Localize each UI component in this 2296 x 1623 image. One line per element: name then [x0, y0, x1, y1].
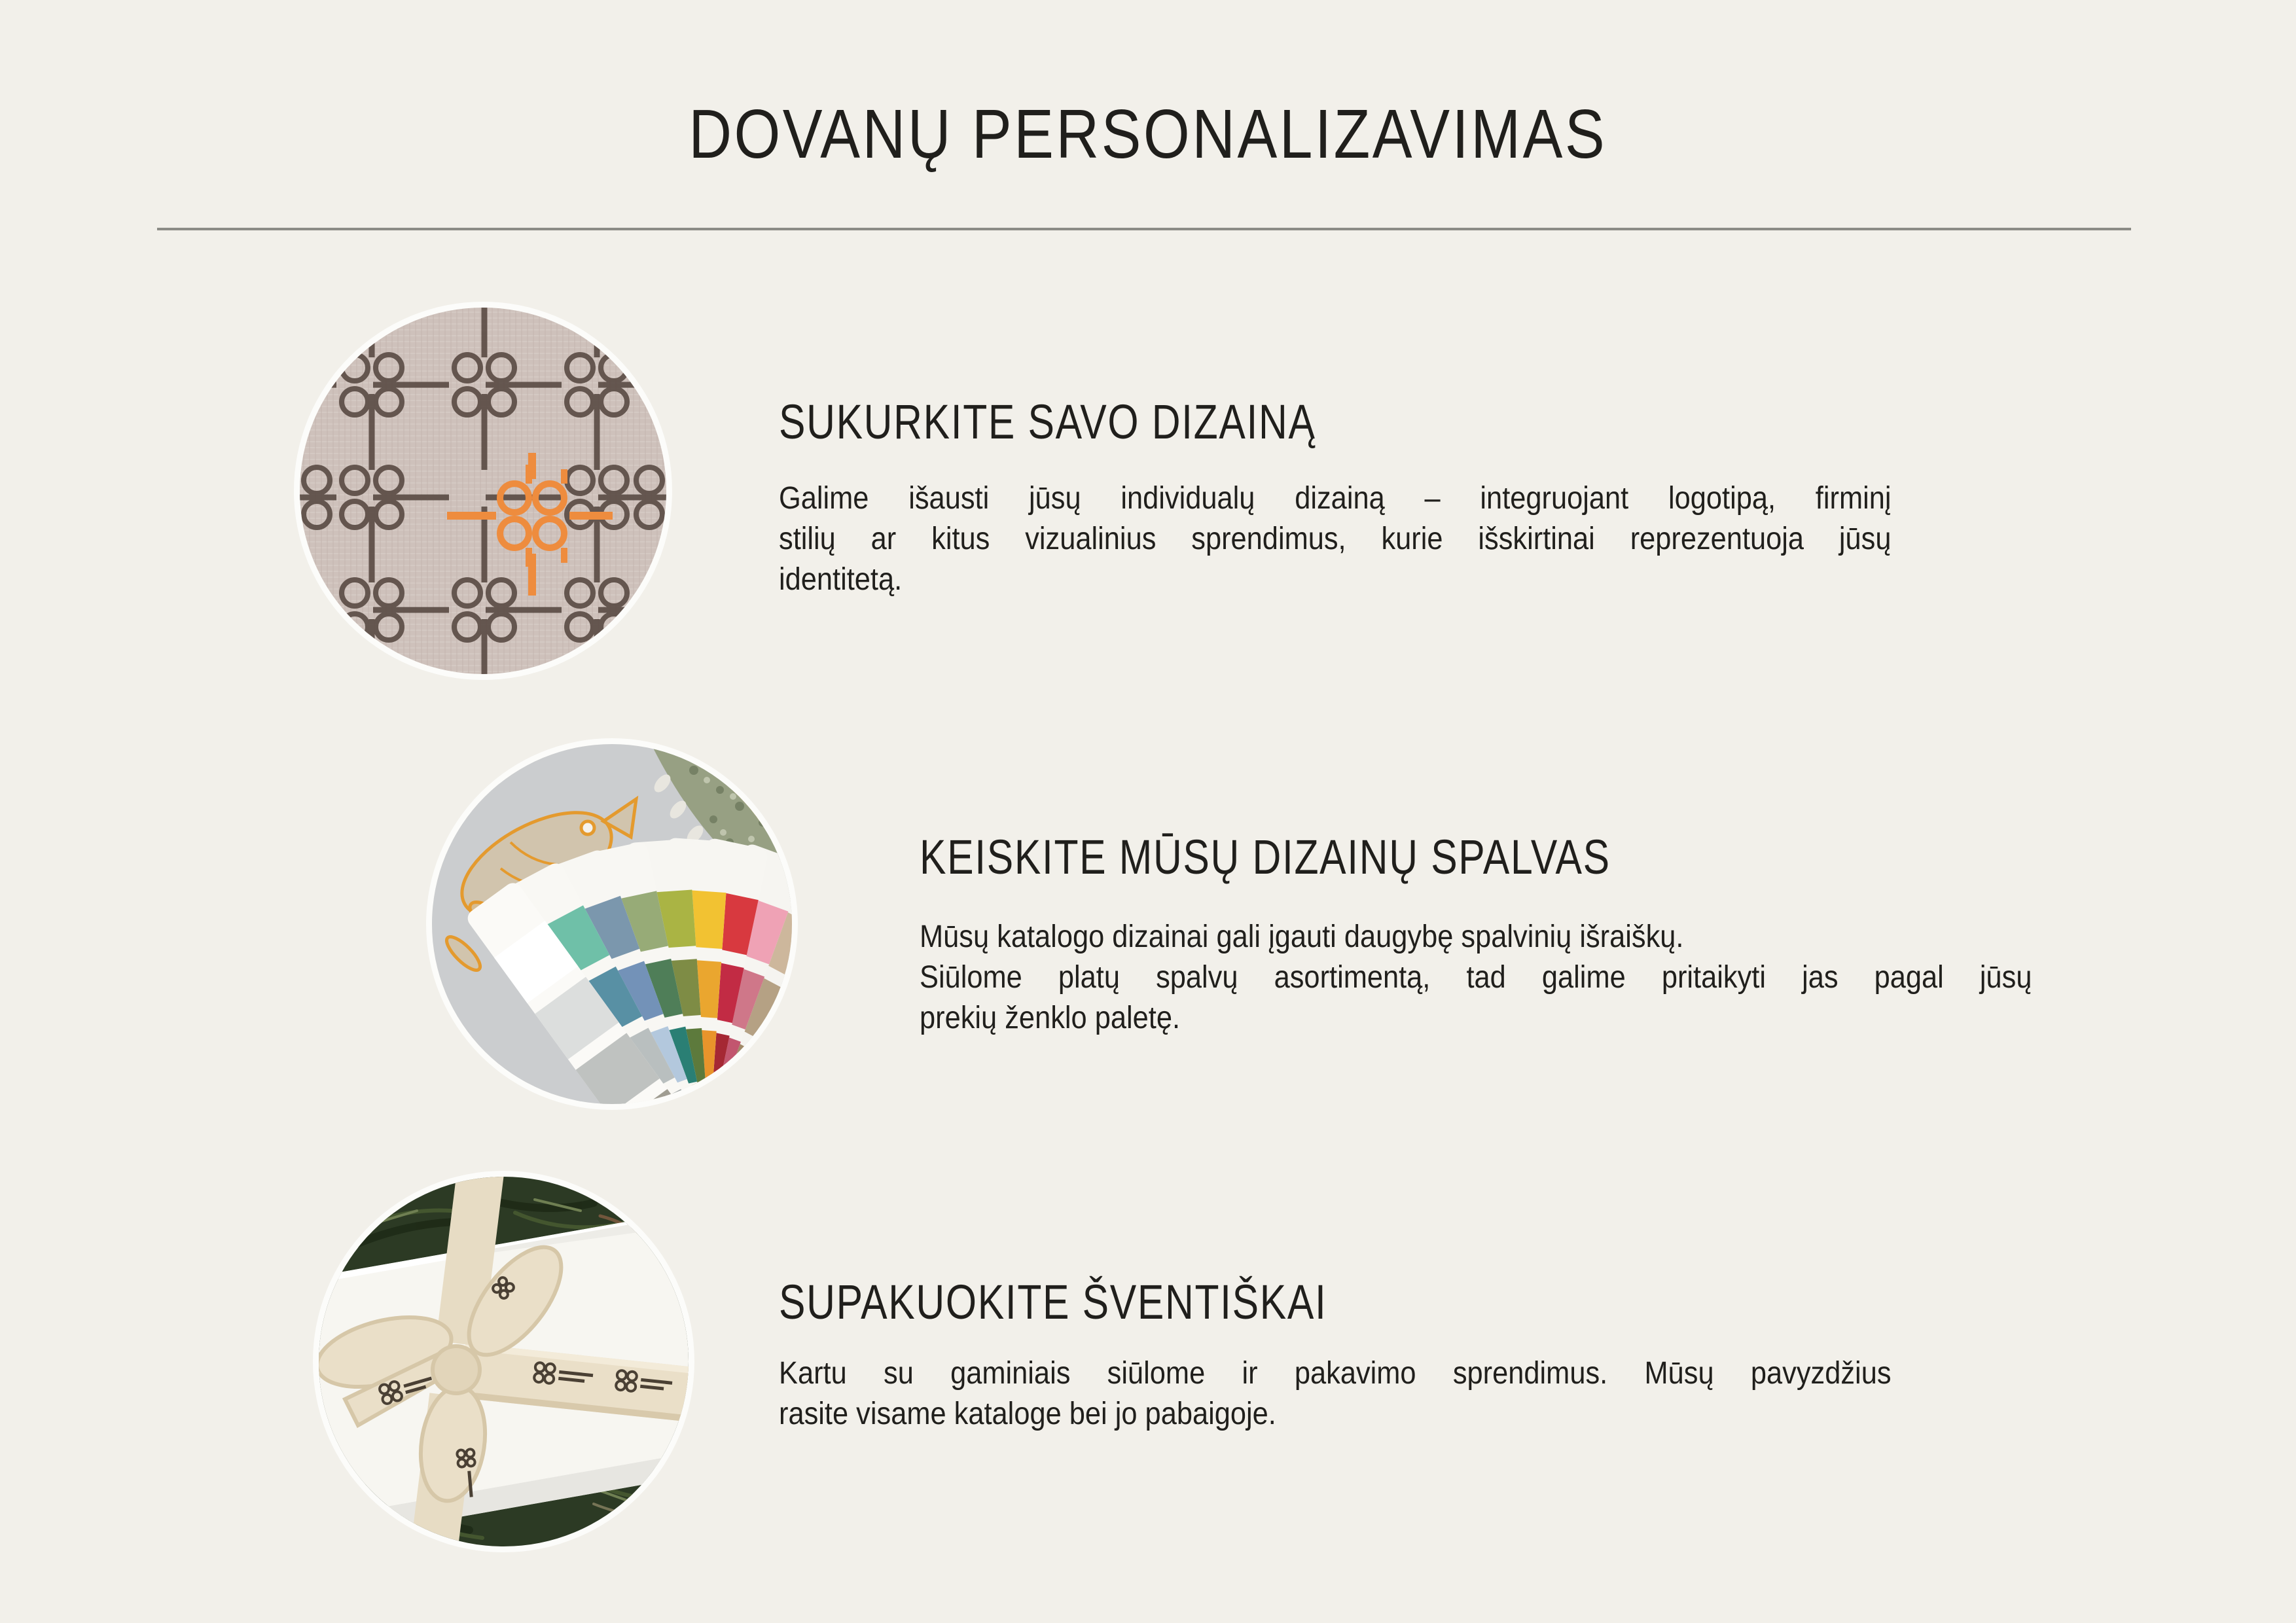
horizontal-divider: [157, 228, 2131, 230]
paragraph-line: prekių ženklo paletę.: [920, 1001, 1181, 1035]
section-1-paragraph: [779, 478, 1892, 600]
section-2-heading: KEISKITE MŪSŲ DIZAINŲ SPALVAS: [920, 830, 1611, 884]
paragraph-line: Galime išausti jūsų individualų dizainą – integruojant logotipą, firminį: [779, 481, 1892, 516]
page-title-row: [0, 92, 2296, 177]
fabric-monogram-pattern-photo: [300, 308, 666, 674]
paragraph-line: Mūsų katalogo dizainai gali įgauti daugybę spalvinių išraiškų.: [920, 919, 1684, 954]
gift-box-ribbon-photo: [319, 1177, 689, 1546]
section-2-paragraph: [920, 917, 2032, 1039]
paragraph-line: stilių ar kitus vizualinius sprendimus, kurie išskirtinai reprezentuoja jūsų: [779, 522, 1892, 556]
page-title: DOVANŲ PERSONALIZAVIMAS: [689, 96, 1607, 173]
section-3-heading: SUPAKUOKITE ŠVENTIŠKAI: [779, 1275, 1327, 1329]
section-3-paragraph: [779, 1353, 1892, 1435]
paragraph-line: identitetą.: [779, 562, 903, 597]
section-1-heading: SUKURKITE SAVO DIZAINĄ: [779, 395, 1316, 449]
paragraph-line: rasite visame kataloge bei jo pabaigoje.: [779, 1397, 1276, 1431]
yarn-color-samples-photo: [432, 744, 792, 1104]
paragraph-line: Kartu su gaminiais siūlome ir pakavimo sprendimus. Mūsų pavyzdžius: [779, 1356, 1892, 1391]
paragraph-line: Siūlome platų spalvų asortimentą, tad galime pritaikyti jas pagal jūsų: [920, 960, 2032, 995]
